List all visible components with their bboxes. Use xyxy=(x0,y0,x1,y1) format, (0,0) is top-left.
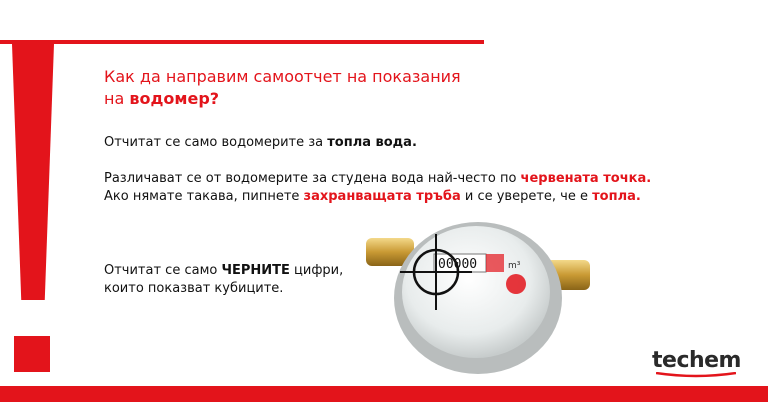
heading-line-1: Как да направим самоотчет на показания xyxy=(104,67,461,86)
para3-bold: ЧЕРНИТЕ xyxy=(221,263,290,278)
para3-line-2: които показват кубиците. xyxy=(104,281,284,296)
red-digit-window xyxy=(486,254,504,272)
para1-text: Отчитат се само водомерите за xyxy=(104,135,328,150)
para3-text-2: цифри, xyxy=(289,263,344,278)
para2-line-1 xyxy=(104,170,651,188)
exclamation-mark-bar xyxy=(12,44,54,300)
para3-text-1: Отчитат се само xyxy=(104,263,222,278)
bottom-red-band xyxy=(0,386,768,402)
para2-red-1: червената точка. xyxy=(520,171,652,186)
para2-line-2 xyxy=(104,188,651,206)
para2-text-2: Ако нямате такава, пипнете xyxy=(104,189,304,204)
techem-logo: techem xyxy=(652,348,741,373)
paragraph-red-dot xyxy=(104,170,651,206)
para2-text-1: Различават се от водомерите за студена вода най-често по xyxy=(104,171,521,186)
para2-red-3: топла. xyxy=(592,189,641,204)
heading-line-2 xyxy=(104,88,461,110)
red-indicator-dot xyxy=(506,274,526,294)
top-red-rule xyxy=(0,40,484,44)
heading xyxy=(104,66,461,110)
unit-label: m³ xyxy=(508,261,521,271)
para3-line-1 xyxy=(104,262,343,280)
paragraph-hot-water xyxy=(104,134,417,152)
paragraph-black-digits xyxy=(104,262,343,298)
exclamation-mark-dot xyxy=(14,336,50,372)
para2-red-2: захранващата тръба xyxy=(303,189,461,204)
heading-prefix: на xyxy=(104,89,130,108)
logo-swoosh xyxy=(656,372,736,378)
para1-bold: топла вода. xyxy=(327,135,417,150)
meter-digits: 00000 xyxy=(438,257,478,272)
water-meter-image xyxy=(360,214,598,374)
para2-text-3: и се уверете, че е xyxy=(460,189,593,204)
heading-bold: водомер? xyxy=(129,89,220,108)
